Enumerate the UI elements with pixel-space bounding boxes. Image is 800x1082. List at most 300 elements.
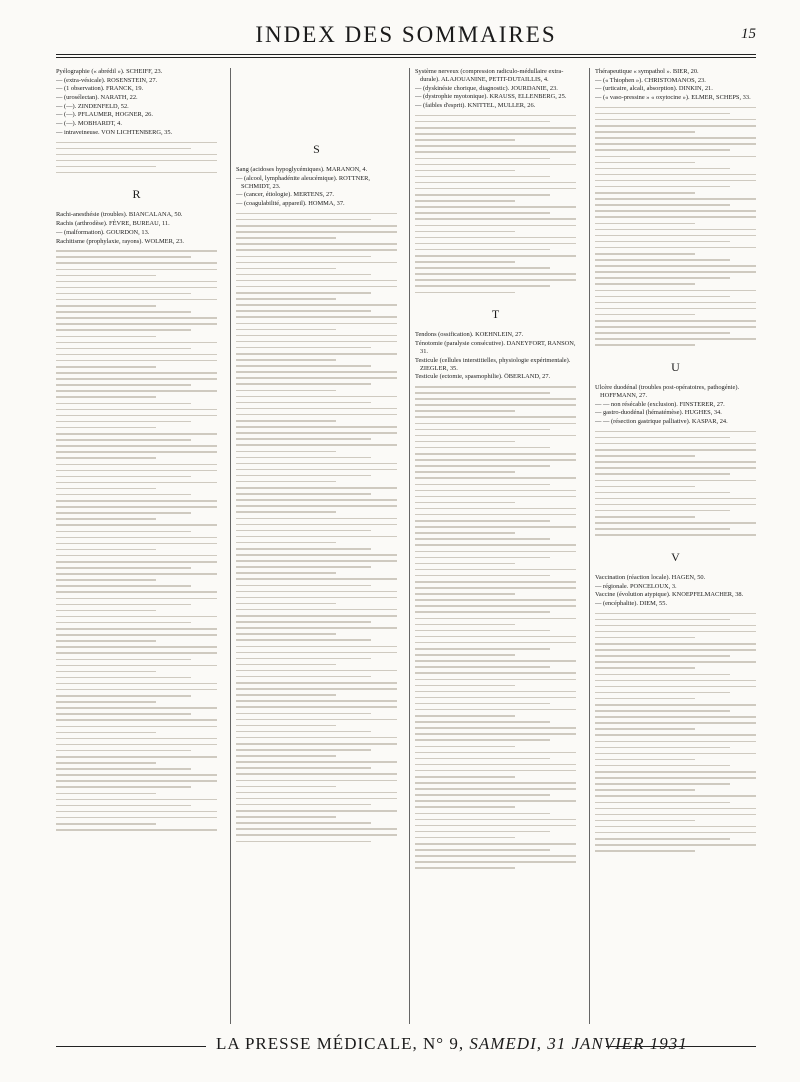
text-line-placeholder — [595, 137, 756, 139]
text-line-placeholder — [415, 121, 550, 123]
text-line-placeholder — [236, 639, 371, 641]
text-line-placeholder — [595, 619, 730, 621]
text-line-placeholder — [56, 305, 156, 307]
text-line-placeholder — [415, 206, 576, 208]
text-line-placeholder — [415, 642, 576, 644]
text-line-placeholder — [595, 850, 695, 852]
footer-number: N° 9, — [423, 1034, 465, 1053]
text-line-placeholder — [236, 755, 336, 757]
text-line-placeholder — [56, 689, 217, 691]
text-line-placeholder — [595, 480, 756, 482]
index-entry: Ténotomie (paralysie consécutive). DANEYFORT, RANSON, 31. — [415, 339, 576, 355]
text-line-placeholder — [236, 749, 371, 751]
text-line-placeholder — [236, 731, 371, 733]
text-line-placeholder — [56, 537, 217, 539]
text-line-placeholder — [56, 622, 191, 624]
text-line-placeholder — [56, 494, 191, 496]
text-line-placeholder — [236, 627, 397, 629]
text-line-placeholder — [595, 655, 730, 657]
text-line-placeholder — [236, 841, 371, 843]
header-rule-thin — [56, 57, 756, 58]
entry-group — [595, 574, 756, 608]
text-line-placeholder — [595, 198, 756, 200]
text-line-placeholder — [415, 423, 576, 425]
index-entry: Pyélographie (« abrédil »). SCHEIFF, 23. — [56, 68, 163, 75]
text-line-placeholder — [415, 447, 550, 449]
text-line-placeholder — [56, 427, 156, 429]
text-line-placeholder — [56, 579, 156, 581]
text-line-placeholder — [415, 145, 576, 147]
text-line-placeholder — [595, 271, 756, 273]
text-line-placeholder — [415, 453, 576, 455]
text-line-placeholder — [56, 573, 217, 575]
text-line-placeholder — [56, 512, 191, 514]
text-line-placeholder — [236, 603, 336, 605]
text-line-placeholder — [595, 296, 730, 298]
text-line-placeholder — [595, 283, 695, 285]
text-line-placeholder — [56, 719, 217, 721]
text-line-placeholder — [56, 311, 191, 313]
text-line-placeholder — [595, 216, 756, 218]
text-line-placeholder — [56, 293, 191, 295]
text-line-placeholder — [56, 160, 217, 162]
text-line-placeholder — [56, 317, 217, 319]
text-line-placeholder — [236, 682, 397, 684]
text-line-placeholder — [236, 432, 397, 434]
text-line-placeholder — [595, 795, 756, 797]
text-line-placeholder — [56, 567, 191, 569]
text-line-placeholder — [415, 624, 515, 626]
text-line-placeholder — [236, 365, 371, 367]
text-line-placeholder — [595, 734, 756, 736]
text-line-placeholder — [415, 490, 576, 492]
index-entry: Rachis (arthrodèse). FÈVRE, BUREAU, 11. — [56, 220, 170, 228]
text-line-placeholder — [595, 229, 756, 231]
text-line-placeholder — [56, 640, 156, 642]
text-line-placeholder — [595, 162, 695, 164]
text-line-placeholder — [595, 534, 756, 536]
text-line-placeholder — [236, 798, 397, 800]
text-line-placeholder — [595, 504, 756, 506]
index-column-1 — [56, 68, 217, 1024]
footer-rule — [606, 1046, 756, 1047]
index-entry: Sang (acidoses hypoglycémiques). MARANON, 4. — [236, 166, 368, 173]
text-line-placeholder — [415, 837, 515, 839]
text-line-placeholder — [415, 636, 576, 638]
section-letter-r: R — [132, 187, 141, 202]
text-line-placeholder — [56, 531, 191, 533]
text-line-placeholder — [236, 383, 371, 385]
text-line-placeholder — [236, 402, 371, 404]
text-line-placeholder — [415, 660, 576, 662]
text-line-placeholder — [236, 560, 397, 562]
text-line-placeholder — [595, 528, 730, 530]
text-line-placeholder — [236, 444, 397, 446]
page-footer — [56, 1032, 756, 1062]
index-entry: — (cancer, étiologie). MERTENS, 27. — [236, 191, 335, 199]
text-line-placeholder — [56, 628, 217, 630]
text-line-placeholder — [415, 459, 576, 461]
text-line-placeholder — [236, 572, 336, 574]
text-line-placeholder — [56, 372, 217, 374]
text-line-placeholder — [595, 826, 756, 828]
text-line-placeholder — [415, 630, 550, 632]
index-entry: — régionale. PONCELOUX, 3. — [595, 582, 677, 590]
text-line-placeholder — [415, 292, 515, 294]
text-line-placeholder — [56, 329, 191, 331]
text-line-placeholder — [56, 665, 217, 667]
text-line-placeholder — [415, 806, 515, 808]
text-line-placeholder — [595, 265, 756, 267]
text-line-placeholder — [56, 762, 156, 764]
text-line-placeholder — [56, 336, 156, 338]
text-line-placeholder — [595, 771, 756, 773]
text-line-placeholder — [415, 410, 515, 412]
unreadable-text-block — [595, 107, 756, 346]
text-line-placeholder — [595, 186, 730, 188]
text-line-placeholder — [236, 719, 397, 721]
unreadable-text-block — [415, 386, 576, 869]
text-line-placeholder — [56, 488, 156, 490]
text-line-placeholder — [415, 746, 515, 748]
text-line-placeholder — [415, 758, 550, 760]
text-line-placeholder — [236, 615, 397, 617]
text-line-placeholder — [56, 518, 156, 520]
text-line-placeholder — [236, 609, 397, 611]
text-line-placeholder — [415, 727, 576, 729]
index-entry: — — non résécable (exclusion). FINSTERER, 27. — [595, 400, 725, 408]
index-entry: — (« vaso-pressine » « oxytocine »). ELMER, SCHEPS, 33. — [595, 94, 751, 102]
text-line-placeholder — [415, 691, 576, 693]
text-line-placeholder — [236, 822, 371, 824]
text-line-placeholder — [56, 811, 217, 813]
text-line-placeholder — [415, 273, 576, 275]
text-line-placeholder — [236, 548, 371, 550]
text-line-placeholder — [595, 643, 756, 645]
text-line-placeholder — [595, 149, 730, 151]
text-line-placeholder — [56, 549, 156, 551]
text-line-placeholder — [595, 461, 756, 463]
text-line-placeholder — [56, 172, 217, 174]
text-line-placeholder — [56, 342, 217, 344]
text-line-placeholder — [236, 713, 371, 715]
text-line-placeholder — [415, 697, 576, 699]
text-line-placeholder — [56, 148, 191, 150]
text-line-placeholder — [415, 770, 576, 772]
text-line-placeholder — [56, 707, 217, 709]
text-line-placeholder — [595, 637, 695, 639]
text-line-placeholder — [236, 335, 397, 337]
text-line-placeholder — [236, 219, 371, 221]
entry-group — [56, 211, 217, 245]
text-line-placeholder — [595, 814, 756, 816]
text-line-placeholder — [56, 750, 191, 752]
text-line-placeholder — [236, 390, 336, 392]
text-line-placeholder — [56, 360, 217, 362]
text-line-placeholder — [595, 467, 756, 469]
index-entry: — (coagulabilité, appareil). HOMMA, 37. — [236, 200, 345, 208]
text-line-placeholder — [415, 544, 576, 546]
text-line-placeholder — [236, 347, 371, 349]
text-line-placeholder — [236, 792, 397, 794]
text-line-placeholder — [236, 316, 397, 318]
text-line-placeholder — [56, 610, 156, 612]
text-line-placeholder — [595, 302, 756, 304]
text-line-placeholder — [595, 449, 756, 451]
text-line-placeholder — [56, 323, 217, 325]
text-line-placeholder — [415, 285, 550, 287]
text-line-placeholder — [595, 747, 730, 749]
text-line-placeholder — [56, 433, 217, 435]
text-line-placeholder — [56, 738, 217, 740]
index-entry: — intraveineuse. VON LICHTENBERG, 35. — [56, 128, 173, 136]
text-line-placeholder — [236, 761, 397, 763]
text-line-placeholder — [595, 473, 730, 475]
text-line-placeholder — [595, 765, 730, 767]
text-line-placeholder — [236, 621, 371, 623]
text-line-placeholder — [236, 371, 397, 373]
text-line-placeholder — [415, 416, 576, 418]
text-line-placeholder — [56, 403, 191, 405]
text-line-placeholder — [595, 486, 695, 488]
entry-group — [595, 68, 756, 102]
section-letter-s: S — [313, 142, 320, 156]
text-line-placeholder — [595, 314, 695, 316]
text-line-placeholder — [236, 518, 397, 520]
text-line-placeholder — [236, 256, 371, 258]
text-line-placeholder — [415, 739, 550, 741]
index-entry: Système nerveux (compression radiculo-médullaire extra-durale). ALAJOUANINE, PETIT-DUTAILLIS, 4. — [415, 68, 564, 84]
entry-group — [415, 331, 576, 381]
text-line-placeholder — [56, 348, 191, 350]
text-line-placeholder — [595, 789, 695, 791]
text-line-placeholder — [595, 704, 756, 706]
entry-group — [415, 68, 576, 110]
text-line-placeholder — [56, 482, 217, 484]
text-line-placeholder — [56, 142, 217, 144]
index-entry: — (extra-vésicale). ROSENSTEIN, 27. — [56, 76, 158, 84]
unreadable-text-block — [595, 613, 756, 852]
index-entry: Rachitisme (prophylaxie, rayons). WOLMER, 23. — [56, 237, 185, 245]
text-line-placeholder — [415, 867, 515, 869]
text-line-placeholder — [595, 156, 756, 158]
index-entry: — (urosélectan). NARATH, 22. — [56, 94, 138, 102]
text-line-placeholder — [595, 180, 756, 182]
text-line-placeholder — [595, 522, 756, 524]
text-line-placeholder — [415, 508, 576, 510]
index-entry: — (« Thiophen »). CHRISTOMANOS, 23. — [595, 76, 706, 84]
text-line-placeholder — [236, 408, 397, 410]
text-line-placeholder — [56, 354, 217, 356]
text-line-placeholder — [415, 404, 576, 406]
text-line-placeholder — [56, 561, 217, 563]
page-header — [56, 20, 756, 50]
index-entry: — gastro-duodénal (hématémèse). HUGHES, 34. — [595, 409, 722, 417]
text-line-placeholder — [595, 674, 730, 676]
text-line-placeholder — [56, 695, 191, 697]
text-line-placeholder — [56, 646, 217, 648]
text-line-placeholder — [56, 500, 217, 502]
text-line-placeholder — [236, 633, 336, 635]
text-line-placeholder — [56, 659, 191, 661]
text-line-placeholder — [56, 713, 191, 715]
text-line-placeholder — [415, 861, 576, 863]
text-line-placeholder — [56, 591, 217, 593]
text-line-placeholder — [236, 396, 397, 398]
text-line-placeholder — [595, 277, 730, 279]
text-line-placeholder — [415, 715, 515, 717]
text-line-placeholder — [56, 683, 217, 685]
text-line-placeholder — [236, 304, 397, 306]
header-rule — [56, 54, 756, 55]
text-line-placeholder — [236, 542, 336, 544]
text-line-placeholder — [236, 658, 371, 660]
text-line-placeholder — [415, 267, 550, 269]
text-line-placeholder — [236, 249, 397, 251]
index-entry: — (—). ZINDENFELD, 52. — [56, 102, 129, 110]
text-line-placeholder — [415, 151, 576, 153]
text-line-placeholder — [236, 426, 397, 428]
unreadable-text-block — [595, 431, 756, 536]
unreadable-text-block — [56, 142, 217, 174]
text-line-placeholder — [56, 464, 217, 466]
text-line-placeholder — [595, 613, 756, 615]
entry-group — [236, 166, 397, 208]
text-line-placeholder — [595, 808, 756, 810]
text-line-placeholder — [415, 261, 515, 263]
text-line-placeholder — [415, 237, 576, 239]
text-line-placeholder — [236, 359, 336, 361]
text-line-placeholder — [595, 332, 730, 334]
text-line-placeholder — [56, 634, 217, 636]
text-line-placeholder — [595, 698, 695, 700]
text-line-placeholder — [56, 585, 191, 587]
text-line-placeholder — [595, 119, 756, 121]
text-line-placeholder — [236, 310, 371, 312]
text-line-placeholder — [415, 496, 576, 498]
text-line-placeholder — [595, 710, 730, 712]
text-line-placeholder — [56, 793, 156, 795]
index-entry: — (malformation). GOURDON, 13. — [56, 228, 150, 236]
text-line-placeholder — [236, 597, 397, 599]
text-line-placeholder — [236, 225, 397, 227]
text-line-placeholder — [56, 726, 217, 728]
text-line-placeholder — [415, 127, 576, 129]
text-line-placeholder — [415, 679, 576, 681]
text-line-placeholder — [236, 329, 336, 331]
text-line-placeholder — [415, 182, 576, 184]
text-line-placeholder — [415, 611, 550, 613]
text-line-placeholder — [415, 520, 550, 522]
section-letter-u: U — [671, 359, 680, 374]
text-line-placeholder — [236, 323, 397, 325]
text-line-placeholder — [595, 131, 695, 133]
text-line-placeholder — [56, 671, 156, 673]
text-line-placeholder — [236, 536, 397, 538]
text-line-placeholder — [415, 386, 576, 388]
text-line-placeholder — [236, 268, 336, 270]
text-line-placeholder — [236, 585, 371, 587]
text-line-placeholder — [56, 281, 217, 283]
text-line-placeholder — [236, 457, 371, 459]
text-line-placeholder — [236, 274, 371, 276]
text-line-placeholder — [56, 457, 156, 459]
text-line-placeholder — [415, 782, 576, 784]
text-line-placeholder — [236, 810, 397, 812]
text-line-placeholder — [56, 677, 191, 679]
text-line-placeholder — [56, 262, 217, 264]
text-line-placeholder — [415, 164, 576, 166]
text-line-placeholder — [415, 471, 515, 473]
text-line-placeholder — [56, 604, 191, 606]
text-line-placeholder — [595, 143, 756, 145]
text-line-placeholder — [415, 231, 515, 233]
text-line-placeholder — [415, 813, 550, 815]
text-line-placeholder — [56, 652, 217, 654]
text-line-placeholder — [236, 530, 371, 532]
text-line-placeholder — [236, 493, 371, 495]
text-line-placeholder — [595, 247, 756, 249]
text-line-placeholder — [56, 154, 217, 156]
index-entry: Testicule (cellules interstitielles, physiologie expérimentale). ZIEGLER, 35. — [415, 356, 571, 372]
text-line-placeholder — [415, 194, 550, 196]
text-line-placeholder — [595, 844, 756, 846]
text-line-placeholder — [56, 598, 217, 600]
text-line-placeholder — [236, 481, 336, 483]
page-title: INDEX DES SOMMAIRES — [255, 22, 557, 47]
index-entry: — (1 observation). FRANCK, 19. — [56, 85, 144, 93]
text-line-placeholder — [415, 831, 550, 833]
text-line-placeholder — [236, 773, 397, 775]
text-line-placeholder — [595, 437, 730, 439]
text-line-placeholder — [56, 378, 217, 380]
text-line-placeholder — [236, 438, 371, 440]
text-line-placeholder — [56, 829, 217, 831]
text-line-placeholder — [236, 737, 397, 739]
text-line-placeholder — [415, 776, 515, 778]
text-line-placeholder — [236, 700, 397, 702]
text-line-placeholder — [415, 618, 576, 620]
index-entry: Ulcère duodénal (troubles post-opératoires, pathogénie). HOFFMANN, 27. — [595, 383, 740, 399]
text-line-placeholder — [415, 672, 576, 674]
index-entry: Vaccination (réaction locale). HAGEN, 50. — [595, 573, 706, 581]
text-line-placeholder — [56, 780, 217, 782]
text-line-placeholder — [56, 366, 156, 368]
index-entry: Testicule (ectomie, spasmophilie). ÖBERLAND, 27. — [415, 373, 551, 381]
text-line-placeholder — [415, 685, 515, 687]
text-line-placeholder — [415, 526, 576, 528]
text-line-placeholder — [415, 532, 515, 534]
text-line-placeholder — [595, 759, 695, 761]
text-line-placeholder — [595, 510, 730, 512]
text-line-placeholder — [56, 799, 217, 801]
text-line-placeholder — [56, 299, 217, 301]
text-line-placeholder — [415, 441, 515, 443]
text-line-placeholder — [415, 843, 576, 845]
index-columns — [56, 68, 756, 1024]
text-line-placeholder — [236, 243, 397, 245]
text-line-placeholder — [415, 764, 576, 766]
text-line-placeholder — [415, 709, 576, 711]
index-entry: Vaccine (évolution atypique). KNOEPFELMACHER, 38. — [595, 591, 744, 599]
text-line-placeholder — [236, 420, 336, 422]
text-line-placeholder — [415, 170, 515, 172]
text-line-placeholder — [595, 492, 730, 494]
text-line-placeholder — [415, 133, 576, 135]
index-entry: — (dystrophie myotonique). KRAUSS, ELLENBERG, 25. — [415, 93, 567, 101]
text-line-placeholder — [56, 543, 217, 545]
text-line-placeholder — [415, 484, 550, 486]
